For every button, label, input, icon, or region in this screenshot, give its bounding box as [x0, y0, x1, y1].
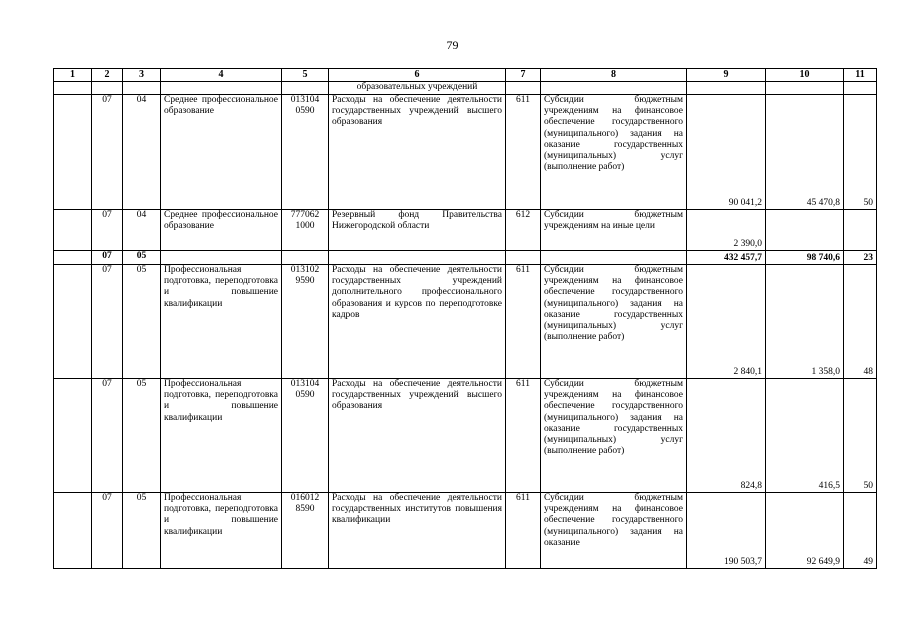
expense-type-description: Субсидии бюджетным учреждениям на финансовое обеспечение государственного (муниципального) задания на оказание государственных (муниципальных) услуг (выполнение работ)	[541, 265, 687, 379]
section-code: 07	[92, 95, 123, 210]
column-header: 3	[123, 69, 161, 82]
section-code: 07	[92, 493, 123, 569]
target-article-code	[282, 251, 329, 265]
amount-plan: 90 041,2	[687, 95, 766, 210]
table-row	[54, 493, 877, 569]
expense-description: Расходы на обеспечение деятельности государственных учреждений высшего образования	[329, 95, 506, 210]
amount-executed: 1 358,0	[766, 265, 844, 379]
expense-type-code: 611	[506, 493, 541, 569]
amount-executed: 92 649,9	[766, 493, 844, 569]
execution-percent: 23	[844, 251, 877, 265]
table-row	[54, 210, 877, 251]
expense-type-code: 611	[506, 95, 541, 210]
column-header: 2	[92, 69, 123, 82]
expense-type-code: 612	[506, 210, 541, 251]
amount-executed: 98 740,6	[766, 251, 844, 265]
amount-plan: 824,8	[687, 379, 766, 493]
section-code: 07	[92, 251, 123, 265]
table-row	[54, 251, 877, 265]
expense-description: Расходы на обеспечение деятельности государственных учреждений дополнительного профессионального образования и курсов по переподготовке кадров	[329, 265, 506, 379]
column-header: 9	[687, 69, 766, 82]
execution-percent: 49	[844, 493, 877, 569]
column-header: 6	[329, 69, 506, 82]
expense-description: Расходы на обеспечение деятельности государственных учреждений высшего образования	[329, 379, 506, 493]
target-article-code: 013102 9590	[282, 265, 329, 379]
expense-description	[329, 251, 506, 265]
column-header: 10	[766, 69, 844, 82]
header-row	[54, 69, 877, 82]
section-name: Среднее профессиональное образование	[161, 95, 282, 210]
subsection-code: 05	[123, 265, 161, 379]
section-name: Среднее профессиональное образование	[161, 210, 282, 251]
col-1-cell	[54, 210, 92, 251]
expense-type-code: 611	[506, 379, 541, 493]
amount-executed	[766, 210, 844, 251]
amount-executed: 45 470,8	[766, 95, 844, 210]
target-article-code: 016012 8590	[282, 493, 329, 569]
column-header: 5	[282, 69, 329, 82]
target-article-code: 013104 0590	[282, 95, 329, 210]
execution-percent: 48	[844, 265, 877, 379]
table-row	[54, 95, 877, 210]
table-row	[54, 379, 877, 493]
expense-type-code	[506, 251, 541, 265]
column-header: 8	[541, 69, 687, 82]
continuation-text: образовательных учреждений	[329, 82, 506, 95]
subsection-code: 05	[123, 379, 161, 493]
col-1-cell	[54, 265, 92, 379]
column-header: 1	[54, 69, 92, 82]
execution-percent: 50	[844, 379, 877, 493]
expense-type-description: Субсидии бюджетным учреждениям на финансовое обеспечение государственного (муниципального) задания на оказание государственных (муниципальных) услуг (выполнение работ)	[541, 379, 687, 493]
amount-executed: 416,5	[766, 379, 844, 493]
amount-plan: 2 390,0	[687, 210, 766, 251]
expense-description: Расходы на обеспечение деятельности государственных институтов повышения квалификации	[329, 493, 506, 569]
subsection-code: 04	[123, 95, 161, 210]
page-number: 79	[446, 38, 459, 52]
section-name	[161, 251, 282, 265]
expense-type-description: Субсидии бюджетным учреждениям на финансовое обеспечение государственного (муниципального) задания на оказание государственных (муниципальных) услуг (выполнение работ)	[541, 95, 687, 210]
expense-type-code: 611	[506, 265, 541, 379]
expense-type-description: Субсидии бюджетным учреждениям на иные цели	[541, 210, 687, 251]
col-1-cell	[54, 379, 92, 493]
expense-type-description	[541, 251, 687, 265]
section-name: Профессиональная подготовка, переподготовка и повышение квалификации	[161, 493, 282, 569]
target-article-code: 013104 0590	[282, 379, 329, 493]
target-article-code: 777062 1000	[282, 210, 329, 251]
section-code: 07	[92, 379, 123, 493]
col-1-cell	[54, 251, 92, 265]
section-name: Профессиональная подготовка, переподготовка и повышение квалификации	[161, 265, 282, 379]
amount-plan: 190 503,7	[687, 493, 766, 569]
subsection-code: 05	[123, 493, 161, 569]
section-name: Профессиональная подготовка, переподготовка и повышение квалификации	[161, 379, 282, 493]
amount-plan: 432 457,7	[687, 251, 766, 265]
continuation-row	[54, 82, 877, 95]
execution-percent: 50	[844, 95, 877, 210]
col-1-cell	[54, 493, 92, 569]
expense-type-description: Субсидии бюджетным учреждениям на финансовое обеспечение государственного (муниципального) задания на оказание	[541, 493, 687, 569]
amount-plan: 2 840,1	[687, 265, 766, 379]
expense-description: Резервный фонд Правительства Нижегородской области	[329, 210, 506, 251]
table-row	[54, 265, 877, 379]
budget-table	[53, 68, 877, 569]
col-1-cell	[54, 95, 92, 210]
subsection-code: 04	[123, 210, 161, 251]
column-header: 4	[161, 69, 282, 82]
column-header: 7	[506, 69, 541, 82]
subsection-code: 05	[123, 251, 161, 265]
section-code: 07	[92, 210, 123, 251]
execution-percent	[844, 210, 877, 251]
section-code: 07	[92, 265, 123, 379]
column-header: 11	[844, 69, 877, 82]
